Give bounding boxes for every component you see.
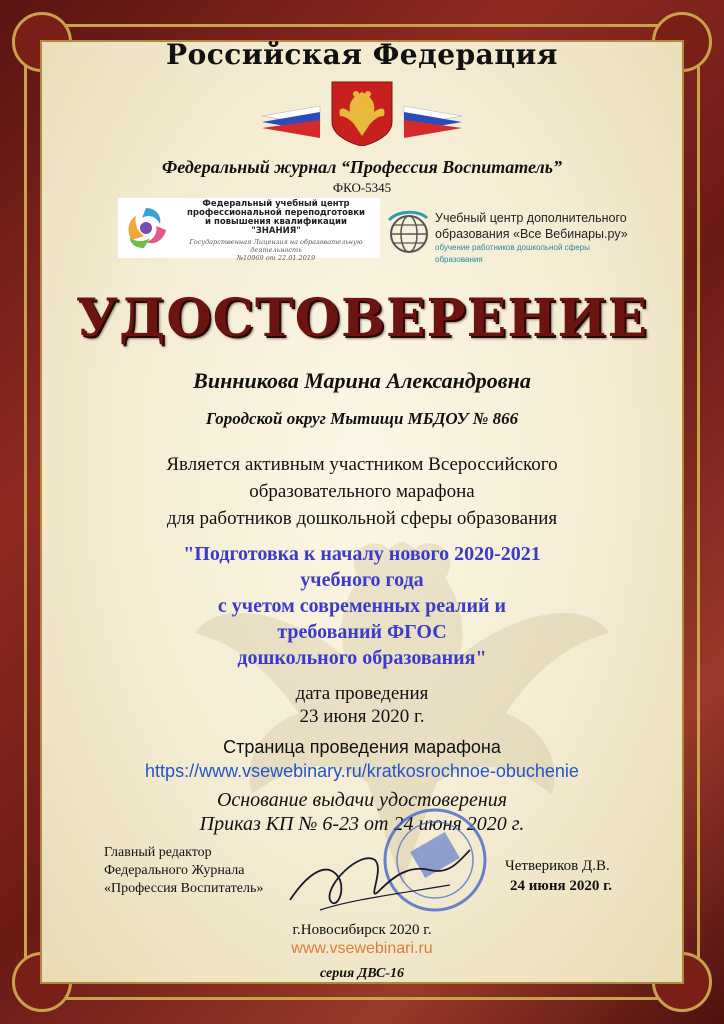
topic-line-4: требований ФГОС xyxy=(277,621,447,643)
fko-number: ФКО-5345 xyxy=(332,180,392,195)
issuance-basis: Основание выдачи удостоверения xyxy=(216,789,508,811)
country-title: Российская Федерация xyxy=(166,38,558,71)
editor-line-2: Федерального Журнала xyxy=(104,863,245,878)
certificate-title: УДОСТОВЕРЕНИЕ xyxy=(75,288,649,349)
coat-of-arms-icon xyxy=(262,78,462,146)
vsewebinary-line-1: Учебный центр дополнительного xyxy=(435,211,627,225)
logo-znaniya xyxy=(118,198,380,262)
page-label: Страница проведения марафона xyxy=(223,737,501,757)
vsewebinary-line-2: образования «Все Вебинары.ру» xyxy=(435,227,628,241)
description-line-1: Является активным участником Всероссийского xyxy=(166,454,558,475)
vsewebinary-line-3: обучение работников дошкольной сферы образования xyxy=(435,243,590,264)
znaniya-logo-icon xyxy=(122,204,170,252)
topic-line-5: дошкольного образования" xyxy=(237,647,487,669)
issue-city: г.Новосибирск 2020 г. xyxy=(292,922,432,938)
description-line-3: для работников дошкольной сферы образования xyxy=(166,508,558,529)
znaniya-line-3: и повышения квалификации xyxy=(205,217,347,227)
editor-line-1: Главный редактор xyxy=(104,845,212,860)
signature-date: 24 июня 2020 г. xyxy=(510,878,612,894)
editor-line-3: «Профессия Воспитатель» xyxy=(104,881,264,896)
marathon-topic xyxy=(0,541,724,671)
topic-line-3: с учетом современных реалий и xyxy=(217,595,507,617)
signer-name: Четвериков Д.В. xyxy=(505,858,610,874)
order-number: Приказ КП № 6-23 от 24 июня 2020 г. xyxy=(199,813,525,835)
znaniya-license-number: №10969 от 22.01.2019 xyxy=(236,254,316,262)
logo-vsewebinary xyxy=(385,204,633,264)
recipient-name: Винникова Марина Александровна xyxy=(193,368,531,393)
date-label: дата проведения xyxy=(295,683,429,704)
website-link[interactable]: www.vsewebinari.ru xyxy=(291,940,433,957)
topic-line-1: "Подготовка к началу нового 2020-2021 xyxy=(183,543,541,565)
certificate-series: серия ДВС-16 xyxy=(320,966,404,981)
topic-line-2: учебного года xyxy=(300,569,424,591)
znaniya-line-2: профессиональной переподготовки xyxy=(187,208,365,218)
marathon-page-link[interactable]: https://www.vsewebinary.ru/kratkosrochnoe-obuchenie xyxy=(145,761,579,781)
editor-title xyxy=(104,844,263,898)
znaniya-line-1: Федеральный учебный центр xyxy=(202,199,350,209)
participation-description xyxy=(0,451,724,532)
znaniya-line-4: "ЗНАНИЯ" xyxy=(251,226,301,236)
journal-title: Федеральный журнал “Профессия Воспитатель” xyxy=(161,157,563,177)
recipient-organization: Городской округ Мытищи МБДОУ № 866 xyxy=(205,409,519,428)
globe-logo-icon xyxy=(385,208,431,258)
signature-icon xyxy=(280,830,480,920)
description-line-2: образовательного марафона xyxy=(249,481,475,502)
znaniya-license: Государственная Лицензия на образовательную деятельность xyxy=(189,238,363,254)
event-date: 23 июня 2020 г. xyxy=(299,706,425,727)
